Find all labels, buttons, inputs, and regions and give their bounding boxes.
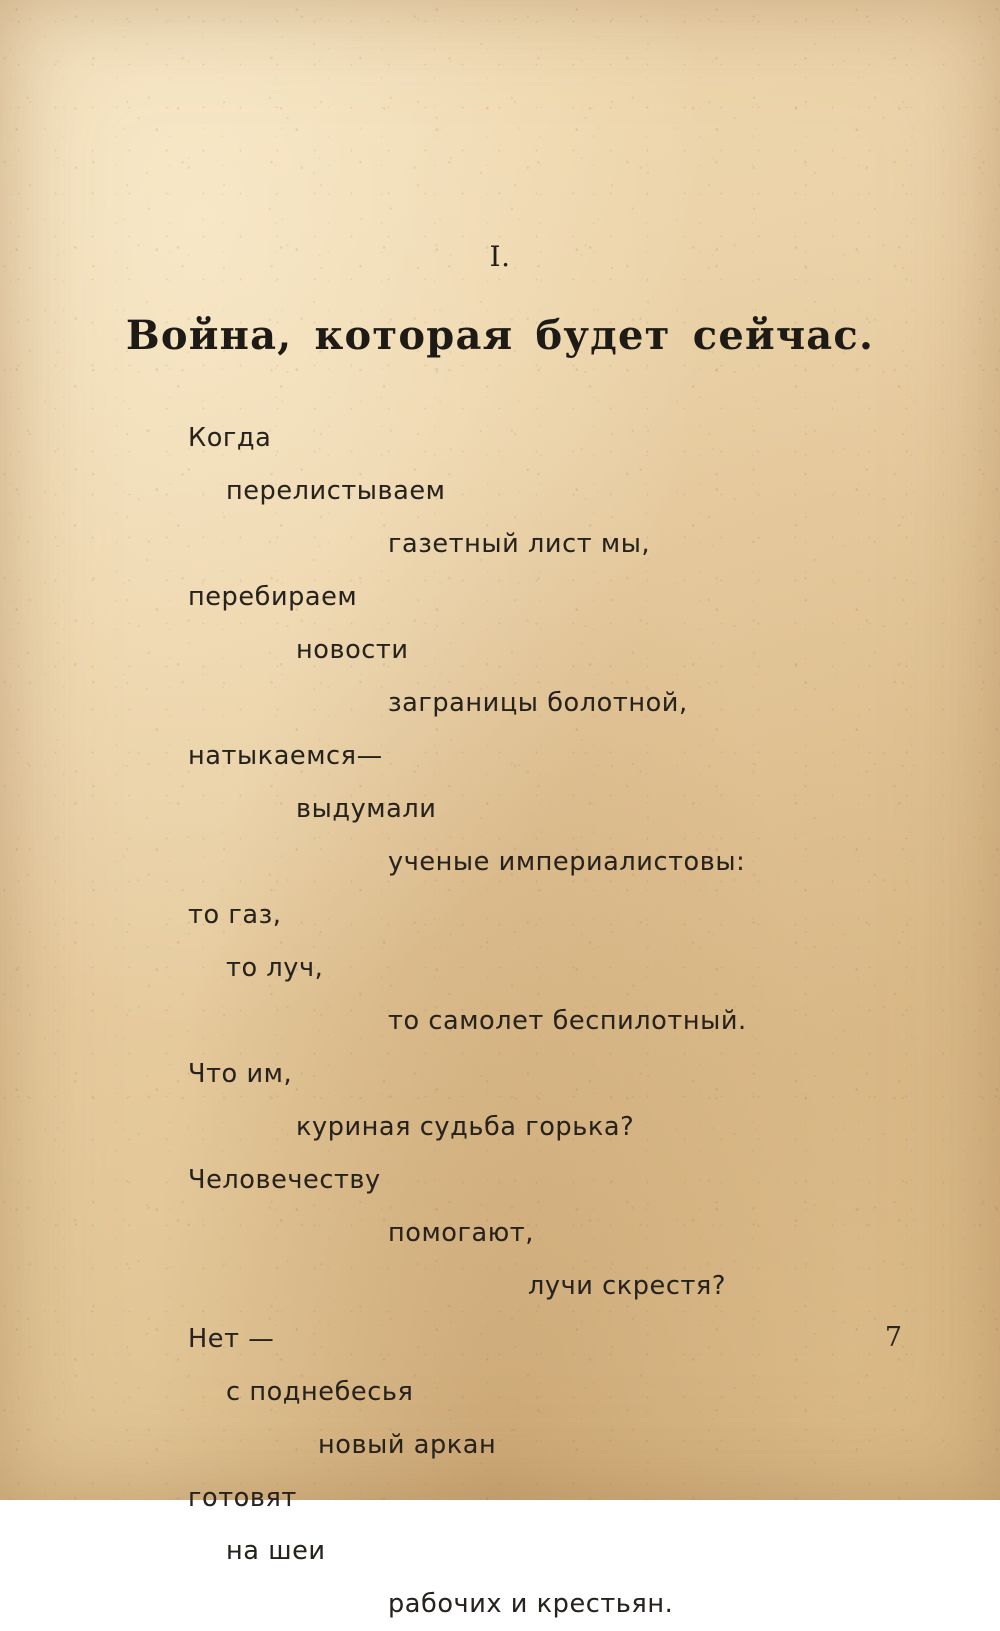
poem-line: куриная судьба горька? [296, 1112, 635, 1142]
poem-line: лучи скрестя? [528, 1271, 726, 1301]
poem-line: Когда [188, 423, 272, 453]
poem-line: газетный лист мы, [388, 529, 651, 559]
poem-line: то газ, [188, 900, 282, 930]
poem-line: новый аркан [318, 1430, 497, 1460]
poem-body [188, 412, 928, 1631]
poem-line: то луч, [226, 953, 324, 983]
poem-line: помогают, [388, 1218, 534, 1248]
poem-line: то самолет беспилотный. [388, 1006, 747, 1036]
poem-line: Нет — [188, 1324, 275, 1354]
poem-line: ученые империалистовы: [388, 847, 746, 877]
poem-line: перебираем [188, 582, 358, 612]
chapter-number: I. [489, 240, 511, 273]
poem-line: заграницы болотной, [388, 688, 688, 718]
poem-line: рабочих и крестьян. [388, 1589, 674, 1619]
poem-line: перелистываем [226, 476, 446, 506]
poem-line: выдумали [296, 794, 437, 824]
poem-line: с поднебесья [226, 1377, 414, 1407]
poem-line: новости [296, 635, 409, 665]
page-title: Война, которая будет сейчас. [125, 312, 875, 359]
poem-line: Человечеству [188, 1165, 381, 1195]
poem-line: на шеи [226, 1536, 326, 1566]
poem-line: готовят [188, 1483, 297, 1513]
poem-line: натыкаемся— [188, 741, 383, 771]
page-number: 7 [884, 1322, 902, 1353]
poem-line: Что им, [188, 1059, 293, 1089]
